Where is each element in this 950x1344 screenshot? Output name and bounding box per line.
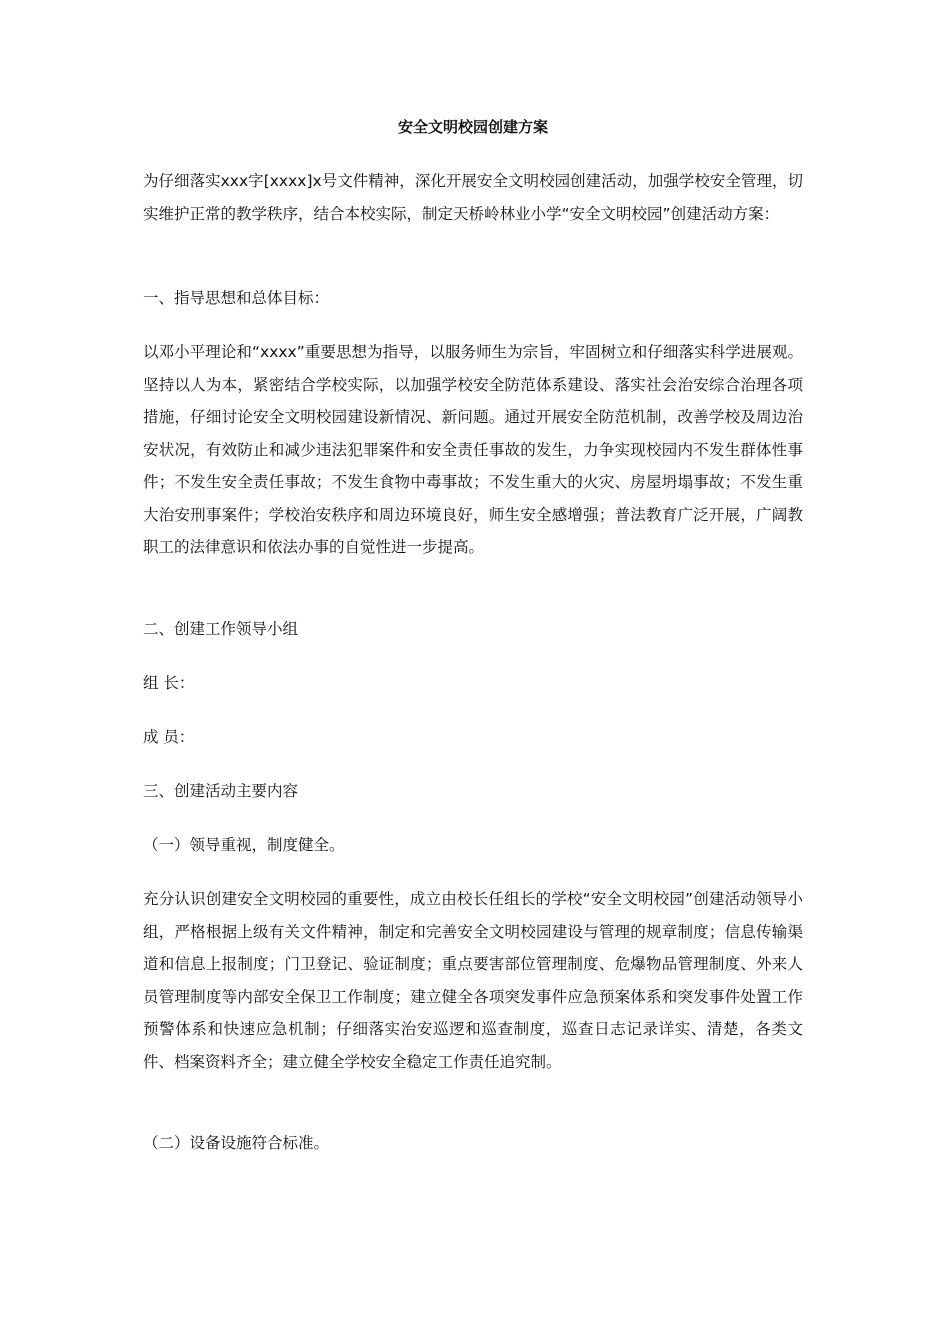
section-heading-main-content: 三、创建活动主要内容 [143,782,299,800]
leader-label: 组 长： [143,674,195,692]
subsection-heading-equipment: （二）设备设施符合标准。 [143,1134,330,1152]
subsection-heading-leadership: （一）领导重视，制度健全。 [143,836,345,854]
intro-paragraph: 为仔细落实xxx字[xxxx]x号文件精神，深化开展安全文明校园创建活动，加强学校安全管理，切实维护正常的教学秩序，结合本校实际，制定天桥岭林业小学“安全文明校园”创建活动方案： [143,172,803,223]
section-heading-guiding-ideas: 一、指导思想和总体目标： [143,289,330,307]
section-heading-leadership-group: 二、创建工作领导小组 [143,620,299,638]
member-label: 成 员： [143,728,195,746]
document-title: 安全文明校园创建方案 [397,118,548,136]
subsection-body-leadership: 充分认识创建安全文明校园的重要性，成立由校长任组长的学校“安全文明校园”创建活动领导小组，严格根据上级有关文件精神，制定和完善安全文明校园建设与管理的规章制度；信息传输渠道和信息上报制度；门卫登记、验证制度；重点要害部位管理制度、危爆物品管理制度、外来人员管理制度等内部安全保卫工作制度；建立健全各项突发事件应急预案体系和突发事件处置工作预警体系和快速应急机制；仔细落实治安巡逻和巡查制度，巡查日志记录详实、清楚，各类文件、档案资料齐全；建立健全学校安全稳定工作责任追究制。 [143,890,803,1071]
section-body-guiding-ideas: 以邓小平理论和“xxxx”重要思想为指导，以服务师生为宗旨，牢固树立和仔细落实科学进展观。坚持以人为本，紧密结合学校实际，以加强学校安全防范体系建设、落实社会治安综合治理各项措施，仔细讨论安全文明校园建设新情况、新问题。通过开展安全防范机制，改善学校及周边治安状况，有效防止和减少违法犯罪案件和安全责任事故的发生，力争实现校园内不发生群体性事件；不发生安全责任事故；不发生食物中毒事故；不发生重大的火灾、房屋坍塌事故；不发生重大治安刑事案件；学校治安秩序和周边环境良好，师生安全感增强；普法教育广泛开展，广阔教职工的法律意识和依法办事的自觉性进一步提高。 [143,343,803,556]
